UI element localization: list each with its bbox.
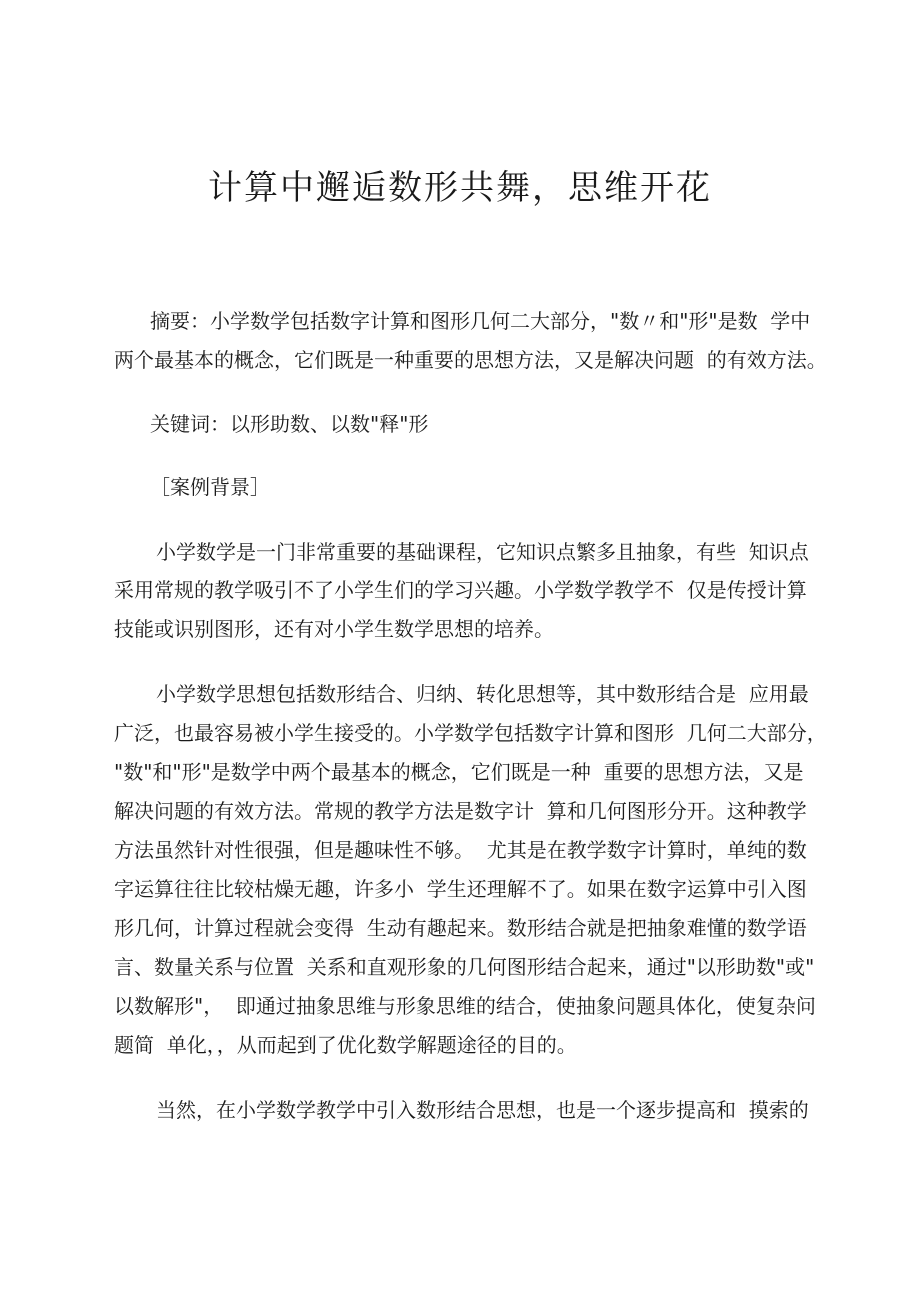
paragraph-2-line-5: 方法虽然针对性很强，但是趣味性不够。 尤其是在教学数字计算时，单纯的数 xyxy=(114,838,807,862)
paragraph-2-line-10: 题简 单化，，从而起到了优化数学解题途径的目的。 xyxy=(114,1033,577,1057)
paragraph-3-line-1: 当然，在小学数学教学中引入数形结合思想，也是一个逐步提高和 摸索的 xyxy=(156,1098,809,1122)
paragraph-2-line-3: "数"和"形"是数学中两个最基本的概念，它们既是一种 重要的思想方法，又是 xyxy=(114,760,804,784)
section-heading: ［案例背景］ xyxy=(150,475,270,499)
paragraph-1-line-2: 采用常规的教学吸引不了小学生们的学习兴趣。小学数学教学不 仅是传授计算 xyxy=(114,578,807,602)
paragraph-2-line-6: 字运算往往比较枯燥无趣，许多小 学生还理解不了。如果在数字运算中引入图 xyxy=(114,877,807,901)
paragraph-2-line-4: 解决问题的有效方法。常规的教学方法是数字计 算和几何图形分开。这种教学 xyxy=(114,799,807,823)
paragraph-2-line-9: 以数解形"， 即通过抽象思维与形象思维的结合，使抽象问题具体化，使复杂问 xyxy=(114,994,816,1018)
keywords-line: 关键词：以形助数、以数"释"形 xyxy=(150,412,429,436)
document-title: 计算中邂逅数形共舞，思维开花 xyxy=(208,168,712,208)
paragraph-1-line-1: 小学数学是一门非常重要的基础课程，它知识点繁多且抽象，有些 知识点 xyxy=(156,540,809,564)
paragraph-1-line-3: 技能或识别图形，还有对小学生数学思想的培养。 xyxy=(114,617,554,641)
paragraph-2-line-2: 广泛，也最容易被小学生接受的。小学数学包括数字计算和图形 几何二大部分， xyxy=(114,721,827,745)
abstract-line-1: 摘要：小学数学包括数字计算和图形几何二大部分，"数〃和"形"是数 学中 xyxy=(150,309,811,333)
paragraph-2-line-1: 小学数学思想包括数形结合、归纳、转化思想等，其中数形结合是 应用最 xyxy=(156,682,809,706)
paragraph-2-line-7: 形几何，计算过程就会变得 生动有趣起来。数形结合就是把抽象难懂的数学语 xyxy=(114,916,807,940)
abstract-line-2: 两个最基本的概念，它们既是一种重要的思想方法，又是解决问题 的有效方法。 xyxy=(114,348,827,372)
paragraph-2-line-8: 言、数量关系与位置 关系和直观形象的几何图形结合起来，通过"以形助数"或" xyxy=(114,955,815,979)
